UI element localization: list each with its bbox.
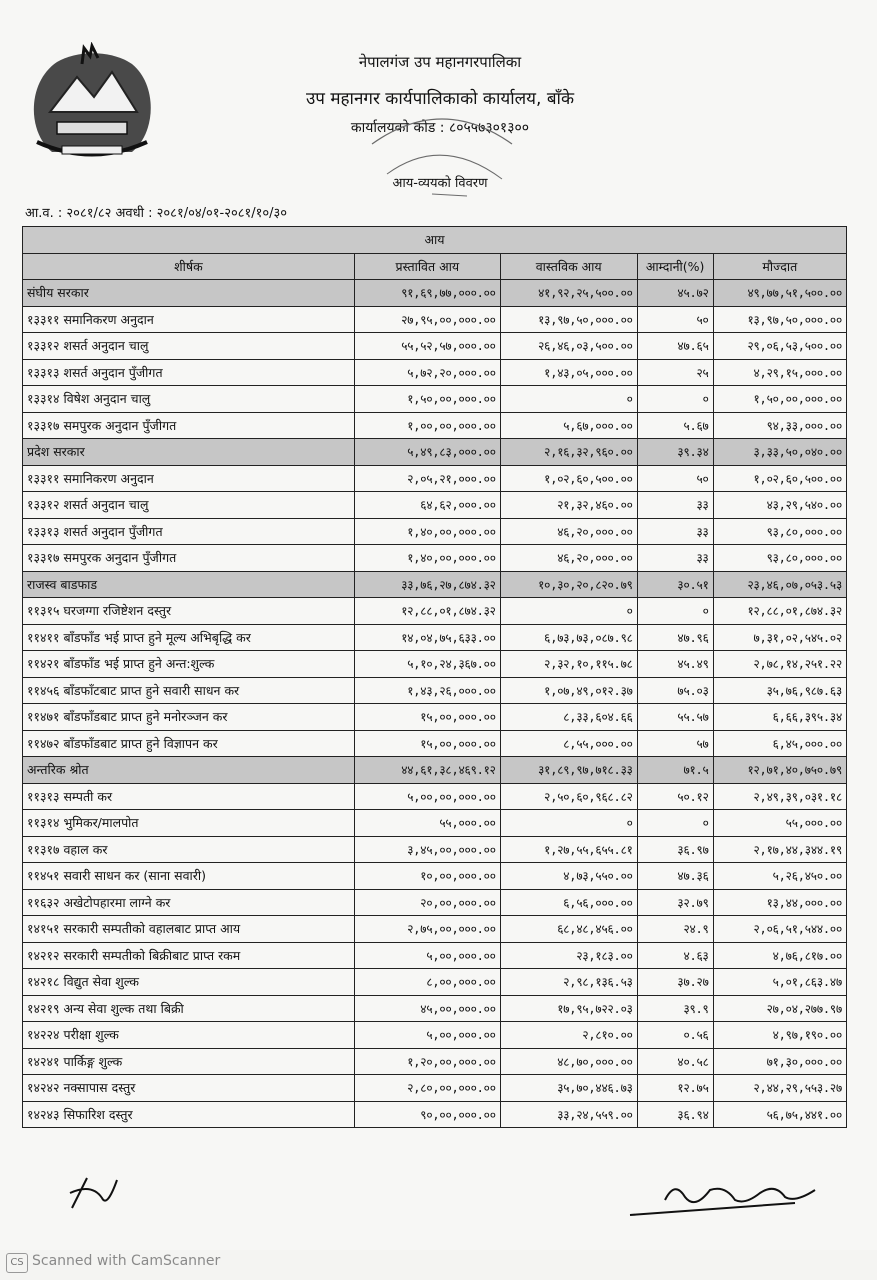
col-header-proposed: प्रस्तावित आय bbox=[354, 253, 500, 280]
row-proposed: १,००,००,०००.०० bbox=[354, 412, 500, 439]
row-balance: ५५,०००.०० bbox=[713, 810, 846, 837]
row-percent: ३३ bbox=[637, 492, 713, 519]
row-title: ११३१५ घरजग्गा रजिष्टेशन दस्तुर bbox=[23, 598, 355, 625]
row-actual: १७,९५,७२२.०३ bbox=[500, 995, 637, 1022]
office-stamp-icon bbox=[362, 104, 522, 204]
row-title: ११४२१ बाँडफाँड भई प्राप्त हुने अन्त:शुल्क bbox=[23, 651, 355, 678]
row-balance: १,५०,००,०००.०० bbox=[713, 386, 846, 413]
office-name: उप महानगर कार्यपालिकाको कार्यालय, बाँके bbox=[305, 89, 575, 109]
row-percent: ४७.९६ bbox=[637, 624, 713, 651]
row-title: १३३११ समानिकरण अनुदान bbox=[23, 306, 355, 333]
row-percent: ४.६३ bbox=[637, 942, 713, 969]
row-actual: २१,३२,४६०.०० bbox=[500, 492, 637, 519]
table-row bbox=[23, 492, 847, 519]
table-row bbox=[23, 1075, 847, 1102]
row-actual: २,१६,३२,९६०.०० bbox=[500, 439, 637, 466]
row-actual: २,९८,१३६.५३ bbox=[500, 969, 637, 996]
row-percent: ५०.१२ bbox=[637, 783, 713, 810]
row-balance: २३,४६,०७,०५३.५३ bbox=[713, 571, 846, 598]
nepal-emblem-icon bbox=[22, 42, 162, 162]
row-title: १४२२४ परीक्षा शुल्क bbox=[23, 1022, 355, 1049]
row-balance: ६,६६,३९५.३४ bbox=[713, 704, 846, 731]
row-percent: ० bbox=[637, 598, 713, 625]
row-balance: २,७८,१४,२५१.२२ bbox=[713, 651, 846, 678]
row-balance: ५,०१,८६३.४७ bbox=[713, 969, 846, 996]
table-row bbox=[23, 1048, 847, 1075]
table-row bbox=[23, 1022, 847, 1049]
row-balance: १३,९७,५०,०००.०० bbox=[713, 306, 846, 333]
row-actual: ८,५५,०००.०० bbox=[500, 730, 637, 757]
row-percent: १२.७५ bbox=[637, 1075, 713, 1102]
municipality-name: नेपालगंज उप महानगरपालिका bbox=[358, 53, 522, 71]
row-title: १३३१७ समपुरक अनुदान पुँजीगत bbox=[23, 412, 355, 439]
row-proposed: ५,००,०००.०० bbox=[354, 1022, 500, 1049]
table-row bbox=[23, 889, 847, 916]
row-balance: १३,४४,०००.०० bbox=[713, 889, 846, 916]
row-actual: ० bbox=[500, 386, 637, 413]
table-row bbox=[23, 704, 847, 731]
row-balance: ५,२६,४५०.०० bbox=[713, 863, 846, 890]
row-title: राजस्व बाडफाड bbox=[23, 571, 355, 598]
row-actual: २६,४६,०३,५००.०० bbox=[500, 333, 637, 360]
row-balance: ९३,८०,०००.०० bbox=[713, 518, 846, 545]
row-percent: ४५.७२ bbox=[637, 280, 713, 307]
row-balance: २,०६,५१,५४४.०० bbox=[713, 916, 846, 943]
row-percent: २४.९ bbox=[637, 916, 713, 943]
table-row bbox=[23, 359, 847, 386]
row-percent: ०.५६ bbox=[637, 1022, 713, 1049]
table-row bbox=[23, 518, 847, 545]
table-row bbox=[23, 995, 847, 1022]
row-percent: ३७.२७ bbox=[637, 969, 713, 996]
table-row bbox=[23, 545, 847, 572]
row-proposed: ३३,७६,२७,८७४.३२ bbox=[354, 571, 500, 598]
row-balance: ६,४५,०००.०० bbox=[713, 730, 846, 757]
row-percent: ३६.९७ bbox=[637, 836, 713, 863]
table-row bbox=[23, 916, 847, 943]
row-percent: ७५.०३ bbox=[637, 677, 713, 704]
fiscal-period: आ.व. : २०८१/८२ अवधी : २०८१/०४/०१-२०८१/१०/३० bbox=[25, 206, 288, 221]
scanner-footer bbox=[6, 1253, 220, 1273]
row-title: प्रदेश सरकार bbox=[23, 439, 355, 466]
row-title: ११३१७ वहाल कर bbox=[23, 836, 355, 863]
row-balance: ४,७६,८१७.०० bbox=[713, 942, 846, 969]
row-proposed: १,५०,००,०००.०० bbox=[354, 386, 500, 413]
row-proposed: ४५,००,०००.०० bbox=[354, 995, 500, 1022]
row-percent: ३३ bbox=[637, 518, 713, 545]
table-row bbox=[23, 651, 847, 678]
row-actual: ४६,२०,०००.०० bbox=[500, 518, 637, 545]
row-title: १४२१९ अन्य सेवा शुल्क तथा बिक्री bbox=[23, 995, 355, 1022]
row-percent: ५५.५७ bbox=[637, 704, 713, 731]
camscanner-logo-icon: CS bbox=[6, 1253, 28, 1273]
table-row bbox=[23, 624, 847, 651]
row-actual: १३,९७,५०,०००.०० bbox=[500, 306, 637, 333]
row-proposed: २,०५,२१,०००.०० bbox=[354, 465, 500, 492]
col-header-percent: आम्दानी(%) bbox=[637, 253, 713, 280]
row-balance: १,०२,६०,५००.०० bbox=[713, 465, 846, 492]
table-row bbox=[23, 333, 847, 360]
table-row bbox=[23, 1101, 847, 1128]
row-proposed: १,४३,२६,०००.०० bbox=[354, 677, 500, 704]
row-actual: २,८१०.०० bbox=[500, 1022, 637, 1049]
row-proposed: ५५,०००.०० bbox=[354, 810, 500, 837]
row-actual: ३५,७०,४४६.७३ bbox=[500, 1075, 637, 1102]
row-percent: ४०.५८ bbox=[637, 1048, 713, 1075]
document-title: आय-व्ययको विवरण bbox=[392, 176, 488, 191]
table-row bbox=[23, 677, 847, 704]
row-actual: ३१,८९,९७,७१८.३३ bbox=[500, 757, 637, 784]
row-actual: ८,३३,६०४.६६ bbox=[500, 704, 637, 731]
row-actual: ५,६७,०००.०० bbox=[500, 412, 637, 439]
row-title: अन्तरिक श्रोत bbox=[23, 757, 355, 784]
row-proposed: १,२०,००,०००.०० bbox=[354, 1048, 500, 1075]
col-header-actual: वास्तविक आय bbox=[500, 253, 637, 280]
row-percent: ४७.३६ bbox=[637, 863, 713, 890]
row-balance: २९,०६,५३,५००.०० bbox=[713, 333, 846, 360]
row-actual: १,४३,०५,०००.०० bbox=[500, 359, 637, 386]
row-percent: ३९.९ bbox=[637, 995, 713, 1022]
table-row bbox=[23, 730, 847, 757]
row-balance: ५६,७५,४४१.०० bbox=[713, 1101, 846, 1128]
row-actual: १,०७,४९,०१२.३७ bbox=[500, 677, 637, 704]
table-row bbox=[23, 465, 847, 492]
row-proposed: २,८०,००,०००.०० bbox=[354, 1075, 500, 1102]
row-title: संघीय सरकार bbox=[23, 280, 355, 307]
row-proposed: ६४,६२,०००.०० bbox=[354, 492, 500, 519]
row-percent: ३३ bbox=[637, 545, 713, 572]
row-actual: २,५०,६०,९६८.८२ bbox=[500, 783, 637, 810]
row-title: ११४५१ सवारी साधन कर (साना सवारी) bbox=[23, 863, 355, 890]
table-row bbox=[23, 783, 847, 810]
office-code: कार्यालयको कोड : ८०५५७३०१३०० bbox=[350, 120, 530, 136]
row-title: १३३१२ शसर्त अनुदान चालु bbox=[23, 333, 355, 360]
row-title: १३३१४ विषेश अनुदान चालु bbox=[23, 386, 355, 413]
row-proposed: १०,००,०००.०० bbox=[354, 863, 500, 890]
row-proposed: ३,४५,००,०००.०० bbox=[354, 836, 500, 863]
row-title: ११३१३ सम्पती कर bbox=[23, 783, 355, 810]
row-percent: ३२.७९ bbox=[637, 889, 713, 916]
row-balance: ४९,७७,५१,५००.०० bbox=[713, 280, 846, 307]
row-title: १४२४२ नक्सापास दस्तुर bbox=[23, 1075, 355, 1102]
row-proposed: ५,१०,२४,३६७.०० bbox=[354, 651, 500, 678]
row-title: ११४११ बाँडफाँड भई प्राप्त हुने मूल्य अभिबृद्धि कर bbox=[23, 624, 355, 651]
row-actual: २,३२,१०,११५.७८ bbox=[500, 651, 637, 678]
scanner-text: Scanned with CamScanner bbox=[32, 1253, 221, 1269]
row-proposed: २०,००,०००.०० bbox=[354, 889, 500, 916]
row-proposed: ५,४९,८३,०००.०० bbox=[354, 439, 500, 466]
row-proposed: १५,००,०००.०० bbox=[354, 730, 500, 757]
row-actual: ४६,२०,०००.०० bbox=[500, 545, 637, 572]
row-balance: ७१,३०,०००.०० bbox=[713, 1048, 846, 1075]
row-balance: ४३,२९,५४०.०० bbox=[713, 492, 846, 519]
income-table bbox=[22, 226, 847, 1128]
table-row bbox=[23, 810, 847, 837]
row-title: १३३१३ शसर्त अनुदान पुँजीगत bbox=[23, 359, 355, 386]
row-balance: १२,७१,४०,७५०.७९ bbox=[713, 757, 846, 784]
row-actual: २३,१८३.०० bbox=[500, 942, 637, 969]
row-percent: २५ bbox=[637, 359, 713, 386]
row-title: १३३१७ समपुरक अनुदान पुँजीगत bbox=[23, 545, 355, 572]
row-balance: ९३,८०,०००.०० bbox=[713, 545, 846, 572]
signature-right-icon bbox=[625, 1175, 825, 1225]
row-actual: १,०२,६०,५००.०० bbox=[500, 465, 637, 492]
table-row bbox=[23, 598, 847, 625]
row-title: १३३१२ शसर्त अनुदान चालु bbox=[23, 492, 355, 519]
row-proposed: ४४,६१,३८,४६९.१२ bbox=[354, 757, 500, 784]
row-title: ११३१४ भुमिकर/मालपोत bbox=[23, 810, 355, 837]
row-title: १३३११ समानिकरण अनुदान bbox=[23, 465, 355, 492]
row-percent: ३०.५१ bbox=[637, 571, 713, 598]
row-title: १४२४३ सिफारिश दस्तुर bbox=[23, 1101, 355, 1128]
row-proposed: ५५,५२,५७,०००.०० bbox=[354, 333, 500, 360]
col-header-title: शीर्षक bbox=[23, 253, 355, 280]
row-proposed: ८,००,०००.०० bbox=[354, 969, 500, 996]
row-proposed: ५,००,०००.०० bbox=[354, 942, 500, 969]
row-proposed: १२,८८,०१,८७४.३२ bbox=[354, 598, 500, 625]
row-proposed: १५,००,०००.०० bbox=[354, 704, 500, 731]
row-percent: ३९.३४ bbox=[637, 439, 713, 466]
row-actual: ६,५६,०००.०० bbox=[500, 889, 637, 916]
row-balance: ३,३३,५०,०४०.०० bbox=[713, 439, 846, 466]
table-row bbox=[23, 969, 847, 996]
row-balance: ४,९७,१९०.०० bbox=[713, 1022, 846, 1049]
row-percent: ५.६७ bbox=[637, 412, 713, 439]
row-title: १४२४१ पार्किङ्ग शुल्क bbox=[23, 1048, 355, 1075]
row-balance: ४,२९,१५,०००.०० bbox=[713, 359, 846, 386]
row-title: ११४७२ बाँडफाँडबाट प्राप्त हुने विज्ञापन कर bbox=[23, 730, 355, 757]
row-title: १४२१८ विद्युत सेवा शुल्क bbox=[23, 969, 355, 996]
table-row bbox=[23, 306, 847, 333]
row-title: १३३१३ शसर्त अनुदान पुँजीगत bbox=[23, 518, 355, 545]
group-row bbox=[23, 571, 847, 598]
row-percent: ० bbox=[637, 386, 713, 413]
table-row bbox=[23, 836, 847, 863]
row-percent: ७१.५ bbox=[637, 757, 713, 784]
group-row bbox=[23, 757, 847, 784]
row-percent: ३६.९४ bbox=[637, 1101, 713, 1128]
row-proposed: २,७५,००,०००.०० bbox=[354, 916, 500, 943]
table-row bbox=[23, 863, 847, 890]
row-actual: ४१,९२,२५,५००.०० bbox=[500, 280, 637, 307]
row-proposed: २७,९५,००,०००.०० bbox=[354, 306, 500, 333]
row-balance: २,४४,२९,५५३.२७ bbox=[713, 1075, 846, 1102]
row-balance: ७,३१,०२,५४५.०२ bbox=[713, 624, 846, 651]
row-percent: ४७.६५ bbox=[637, 333, 713, 360]
table-row bbox=[23, 942, 847, 969]
row-actual: ० bbox=[500, 810, 637, 837]
row-percent: ५० bbox=[637, 306, 713, 333]
group-row bbox=[23, 439, 847, 466]
group-row bbox=[23, 280, 847, 307]
col-header-balance: मौज्दात bbox=[713, 253, 846, 280]
row-balance: ३५,७६,९८७.६३ bbox=[713, 677, 846, 704]
row-proposed: ५,७२,२०,०००.०० bbox=[354, 359, 500, 386]
row-title: ११६३२ अखेटोपहारमा लाग्ने कर bbox=[23, 889, 355, 916]
row-title: १४१५१ सरकारी सम्पतीको वहालबाट प्राप्त आय bbox=[23, 916, 355, 943]
row-proposed: ५,००,००,०००.०० bbox=[354, 783, 500, 810]
row-actual: ४८,७०,०००.०० bbox=[500, 1048, 637, 1075]
row-balance: १२,८८,०१,८७४.३२ bbox=[713, 598, 846, 625]
row-balance: २,१७,४४,३४४.१९ bbox=[713, 836, 846, 863]
row-actual: ० bbox=[500, 598, 637, 625]
table-row bbox=[23, 386, 847, 413]
table-row bbox=[23, 412, 847, 439]
row-title: ११४७१ बाँडफाँडबाट प्राप्त हुने मनोरञ्जन कर bbox=[23, 704, 355, 731]
row-balance: २७,०४,२७७.९७ bbox=[713, 995, 846, 1022]
section-title: आय bbox=[23, 227, 847, 254]
row-proposed: १,४०,००,०००.०० bbox=[354, 545, 500, 572]
row-actual: ६८,४८,४५६.०० bbox=[500, 916, 637, 943]
signature-left-icon bbox=[62, 1168, 132, 1218]
row-proposed: १४,०४,७५,६३३.०० bbox=[354, 624, 500, 651]
row-actual: १०,३०,२०,८२०.७९ bbox=[500, 571, 637, 598]
row-proposed: १,४०,००,०००.०० bbox=[354, 518, 500, 545]
row-actual: ३३,२४,५५९.०० bbox=[500, 1101, 637, 1128]
row-percent: ५० bbox=[637, 465, 713, 492]
row-proposed: ९०,००,०००.०० bbox=[354, 1101, 500, 1128]
row-proposed: ९१,६९,७७,०००.०० bbox=[354, 280, 500, 307]
row-actual: ६,७३,७३,०८७.९८ bbox=[500, 624, 637, 651]
row-balance: ९४,३३,०००.०० bbox=[713, 412, 846, 439]
row-title: ११४५६ बाँडफाँटबाट प्राप्त हुने सवारी साधन कर bbox=[23, 677, 355, 704]
row-actual: १,२७,५५,६५५.८१ bbox=[500, 836, 637, 863]
row-title: १४२१२ सरकारी सम्पतीको बिक्रीबाट प्राप्त रकम bbox=[23, 942, 355, 969]
row-percent: ५७ bbox=[637, 730, 713, 757]
row-percent: ० bbox=[637, 810, 713, 837]
row-balance: २,४९,३९,०३१.१८ bbox=[713, 783, 846, 810]
row-actual: ४,७३,५५०.०० bbox=[500, 863, 637, 890]
row-percent: ४५.४९ bbox=[637, 651, 713, 678]
